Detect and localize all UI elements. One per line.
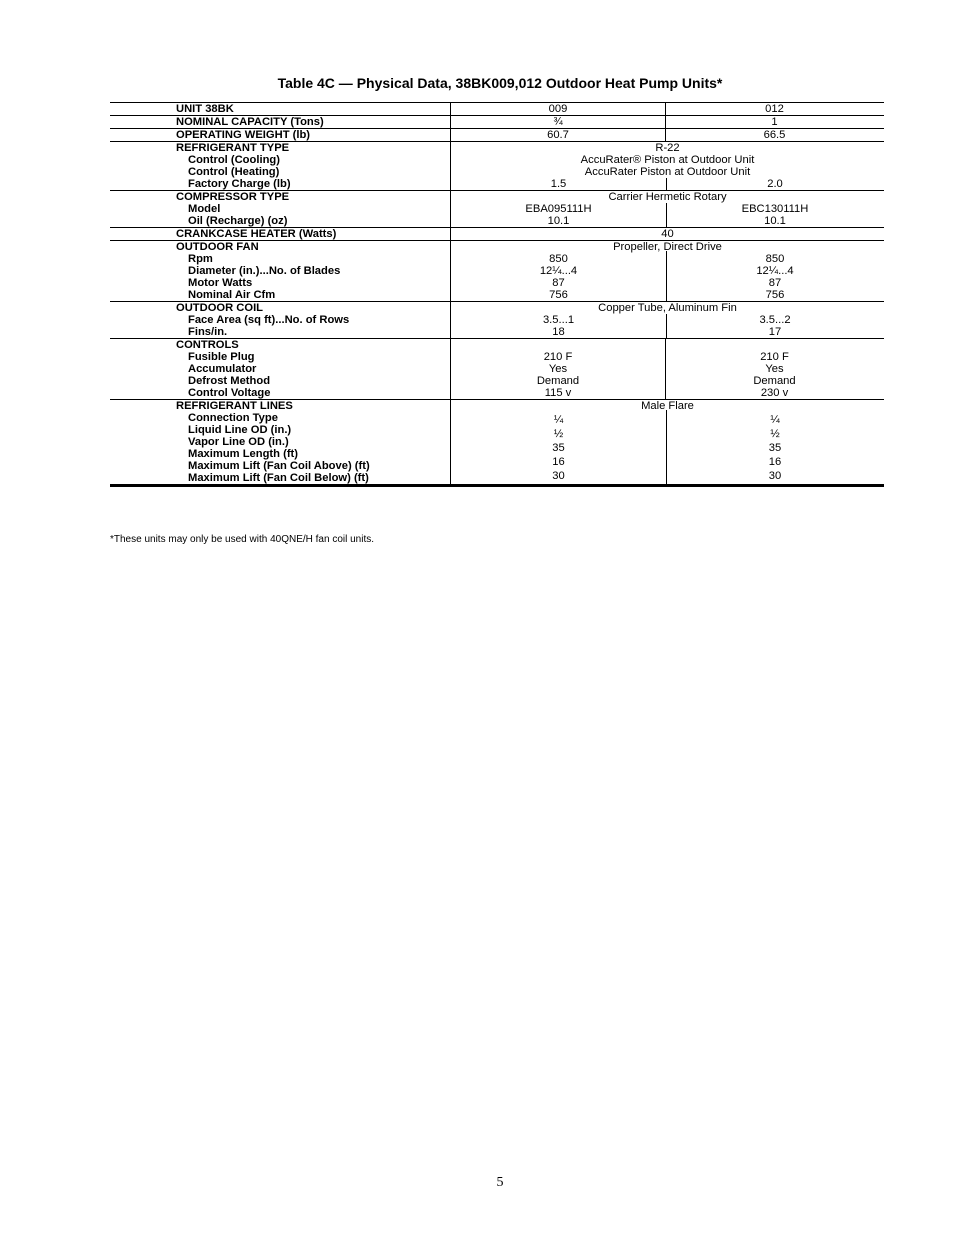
header-col-009: 009 bbox=[450, 103, 665, 115]
row-refrigerant-lines: REFRIGERANT LINES Connection Type Liquid Line OD (in.) Vapor Line OD (in.) Maximum Length (ft) Maximum Lift (Fan Coil Above) (ft) Maximum Lift (Fan Coil Below) (ft) Male Flare ¼ ¼ ½ ½ 35 35 16 16 30 30 bbox=[110, 400, 884, 485]
row-controls: CONTROLS Fusible Plug Accumulator Defrost Method Control Voltage 210 F Yes Demand 115 v 210 F Yes Demand 230 v bbox=[110, 339, 884, 400]
row-outdoor-coil: OUTDOOR COIL Face Area (sq ft)...No. of Rows Fins/in. Copper Tube, Aluminum Fin 3.5...1 3.5...2 18 17 bbox=[110, 302, 884, 339]
row-nominal-capacity: NOMINAL CAPACITY (Tons) ¾ 1 bbox=[110, 116, 884, 129]
row-compressor: COMPRESSOR TYPE Model Oil (Recharge) (oz) Carrier Hermetic Rotary EBA095111H EBC130111H 10.1 10.1 bbox=[110, 191, 884, 228]
page-number: 5 bbox=[496, 1175, 504, 1190]
table-title: Table 4C — Physical Data, 38BK009,012 Outdoor Heat Pump Units* bbox=[277, 75, 723, 91]
table-header-row bbox=[110, 103, 884, 116]
row-refrigerant: REFRIGERANT TYPE Control (Cooling) Control (Heating) Factory Charge (lb) R-22 AccuRater® Piston at Outdoor Unit AccuRater Piston at Outdoor Unit 1.5 2.0 bbox=[110, 142, 884, 191]
refrigerant-lines-values: Male Flare ¼ ¼ ½ ½ 35 35 16 16 30 30 bbox=[450, 400, 883, 484]
refrigerant-values: R-22 AccuRater® Piston at Outdoor Unit AccuRater Piston at Outdoor Unit 1.5 2.0 bbox=[450, 142, 883, 190]
outdoor-fan-values: Propeller, Direct Drive 850 850 12¼...4 12¼...4 87 87 756 756 bbox=[450, 241, 883, 301]
table-footnote: *These units may only be used with 40QNE/H fan coil units. bbox=[110, 534, 375, 545]
physical-data-table bbox=[110, 102, 884, 487]
row-operating-weight: OPERATING WEIGHT (lb) 60.7 66.5 bbox=[110, 129, 884, 142]
header-col-012: 012 bbox=[665, 103, 883, 115]
row-outdoor-fan: OUTDOOR FAN Rpm Diameter (in.)...No. of Blades Motor Watts Nominal Air Cfm Propeller, Direct Drive 850 850 12¼...4 12¼...4 87 87 756 756 bbox=[110, 241, 884, 302]
compressor-values: Carrier Hermetic Rotary EBA095111H EBC130111H 10.1 10.1 bbox=[450, 191, 883, 227]
outdoor-coil-values: Copper Tube, Aluminum Fin 3.5...1 3.5...2 18 17 bbox=[450, 302, 883, 338]
header-label: UNIT 38BK bbox=[176, 103, 234, 115]
row-crankcase-heater: CRANKCASE HEATER (Watts) 40 bbox=[110, 228, 884, 241]
